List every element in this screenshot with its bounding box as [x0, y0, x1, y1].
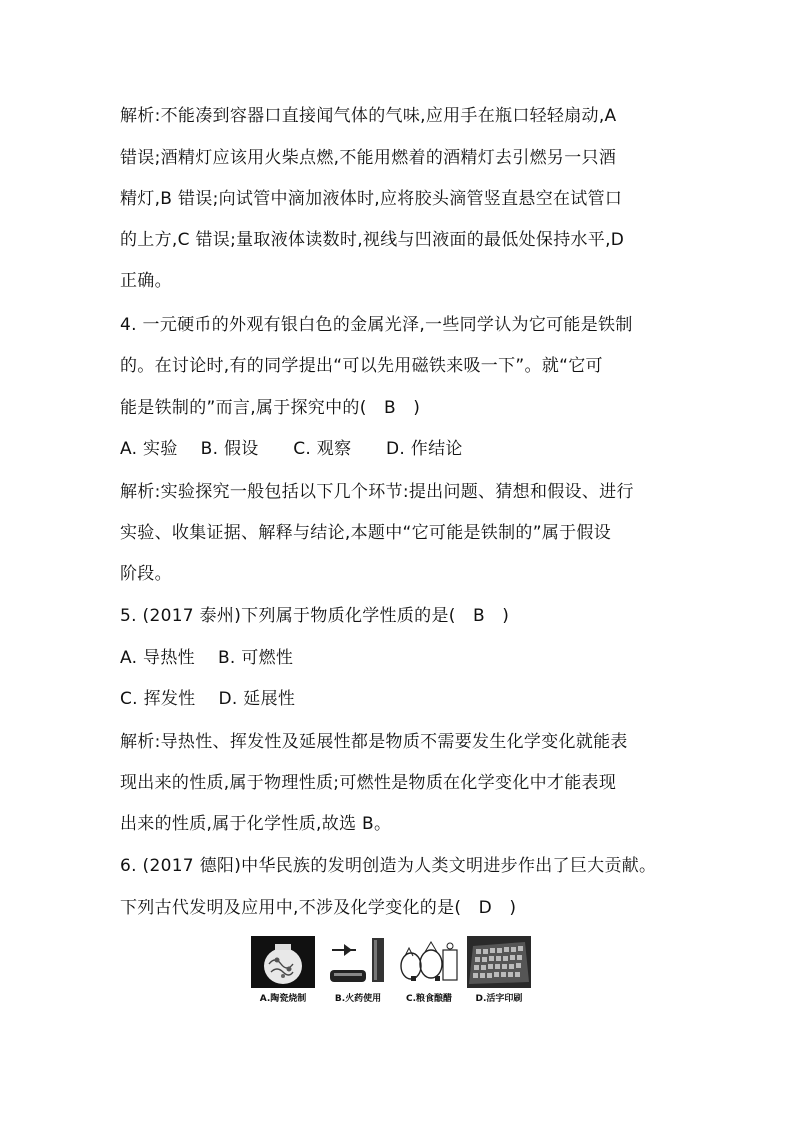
question-4-line1: 4. 一元硬币的外观有银白色的金属光泽,一些同学认为它可能是铁制 [120, 315, 633, 335]
analysis-q5-line3: 出来的性质,属于化学性质,故选 B。 [120, 814, 392, 834]
question-5-options-ab: A. 导热性 B. 可燃性 [120, 648, 294, 668]
porcelain-vase-icon [251, 936, 315, 988]
analysis-q4-line1: 解析:实验探究一般包括以下几个环节:提出问题、猜想和假设、进行 [120, 482, 634, 502]
analysis-q3-line5: 正确。 [120, 271, 172, 291]
analysis-q3-line3: 精灯,B 错误;向试管中滴加液体时,应将胶头滴管竖直悬空在试管口 [120, 189, 623, 209]
analysis-q4-line3: 阶段。 [120, 564, 172, 584]
analysis-q3-line1: 解析:不能凑到容器口直接闻气体的气味,应用手在瓶口轻轻扇动,A [120, 106, 617, 126]
question-4-line3: 能是铁制的”而言,属于探究中的( B ) [120, 398, 421, 418]
analysis-q5-line1: 解析:导热性、挥发性及延展性都是物质不需要发生化学变化就能表 [120, 732, 628, 752]
question-6-line2: 下列古代发明及应用中,不涉及化学变化的是( D ) [120, 898, 517, 918]
figure-caption-c: C.粮食酿醋 [405, 994, 453, 1004]
question-6-figures [251, 936, 541, 1008]
analysis-q3-line2: 错误;酒精灯应该用火柴点燃,不能用燃着的酒精灯去引燃另一只酒 [120, 148, 617, 168]
analysis-q3-line4: 的上方,C 错误;量取液体读数时,视线与凹液面的最低处保持水平,D [120, 230, 625, 250]
figure-caption-d: D.活字印刷 [475, 994, 523, 1004]
question-5-line1: 5. (2017 泰州)下列属于物质化学性质的是( B ) [120, 606, 510, 626]
figure-caption-b: B.火药使用 [334, 994, 382, 1004]
analysis-q4-line2: 实验、收集证据、解释与结论,本题中“它可能是铁制的”属于假设 [120, 523, 612, 543]
vinegar-brewing-icon [397, 936, 461, 988]
analysis-q5-line2: 现出来的性质,属于物理性质;可燃性是物质在化学变化中才能表现 [120, 773, 617, 793]
gunpowder-weapon-icon [326, 936, 390, 988]
figure-caption-a: A.陶瓷烧制 [259, 994, 307, 1004]
question-6-line1: 6. (2017 德阳)中华民族的发明创造为人类文明进步作出了巨大贡献。 [120, 856, 657, 876]
question-4-line2: 的。在讨论时,有的同学提出“可以先用磁铁来吸一下”。就“它可 [120, 356, 603, 376]
movable-type-icon [467, 936, 531, 988]
question-4-options: A. 实验 B. 假设 C. 观察 D. 作结论 [120, 439, 463, 459]
question-5-options-cd: C. 挥发性 D. 延展性 [120, 689, 296, 709]
